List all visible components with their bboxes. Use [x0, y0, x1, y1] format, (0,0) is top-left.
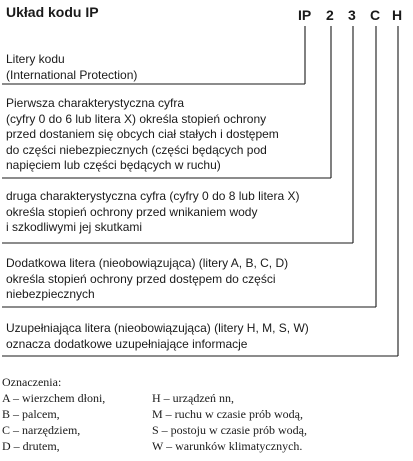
legend-item: H – urządzeń nn,	[152, 391, 234, 405]
block-line: przed dostaniem się obcych ciał stałych i dostępem	[6, 127, 279, 141]
block-line: Uzupełniająca litera (nieobowiązująca) (litery H, M, S, W)	[6, 321, 309, 335]
legend-item: C – narzędziem,	[2, 423, 81, 437]
block-line: Litery kodu	[6, 52, 65, 66]
block-line: i szkodliwymi jej skutkami	[6, 220, 143, 234]
block-line: Dodatkowa litera (nieobowiązująca) (litery A, B, C, D)	[6, 256, 289, 270]
legend-item: W – warunków klimatycznych.	[152, 439, 303, 453]
block-line: druga charakterystyczna cyfra (cyfry 0 do 8 lub litera X)	[6, 189, 300, 203]
block-ip-letters	[6, 52, 137, 83]
legend-item: D – drutem,	[2, 439, 60, 453]
legend-heading: Oznaczenia:	[2, 375, 62, 389]
block-line: Pierwsza charakterystyczna cyfra	[6, 96, 185, 110]
code-part-second-digit: 3	[348, 7, 356, 23]
code-part-first-digit: 2	[326, 7, 334, 23]
code-part-ip: IP	[298, 7, 312, 23]
block-line: niebezpiecznych	[6, 287, 95, 301]
block-line: oznacza dodatkowe uzupełniające informacje	[6, 336, 248, 351]
block-line: (International Protection)	[6, 67, 138, 82]
legend-item: B – palcem,	[2, 407, 60, 421]
legend-item: S – postoju w czasie prób wodą,	[152, 423, 307, 437]
block-line: (cyfry 0 do 6 lub litera X) określa stopień ochrony	[6, 111, 267, 126]
block-supplementary-letter	[6, 321, 309, 352]
block-second-digit	[6, 189, 299, 236]
block-line: do części niebezpiecznych (części będących pod	[6, 142, 267, 157]
block-line: napięciem lub części będących w ruchu)	[6, 158, 221, 172]
code-part-additional-letter: C	[370, 7, 381, 23]
block-line: określa stopień ochrony przed dostępem do części	[6, 271, 276, 286]
legend-right-column	[152, 390, 307, 454]
block-first-digit	[6, 96, 279, 174]
block-additional-letter	[6, 256, 288, 303]
legend-item: A – wierzchem dłoni,	[2, 391, 106, 405]
block-line: określa stopień ochrony przed wnikaniem wody	[6, 204, 258, 219]
legend-left-column	[2, 390, 105, 454]
diagram-title: Układ kodu IP	[6, 4, 99, 20]
legend-item: M – ruchu w czasie prób wodą,	[152, 407, 303, 421]
code-part-supplementary-letter: H	[392, 7, 403, 23]
